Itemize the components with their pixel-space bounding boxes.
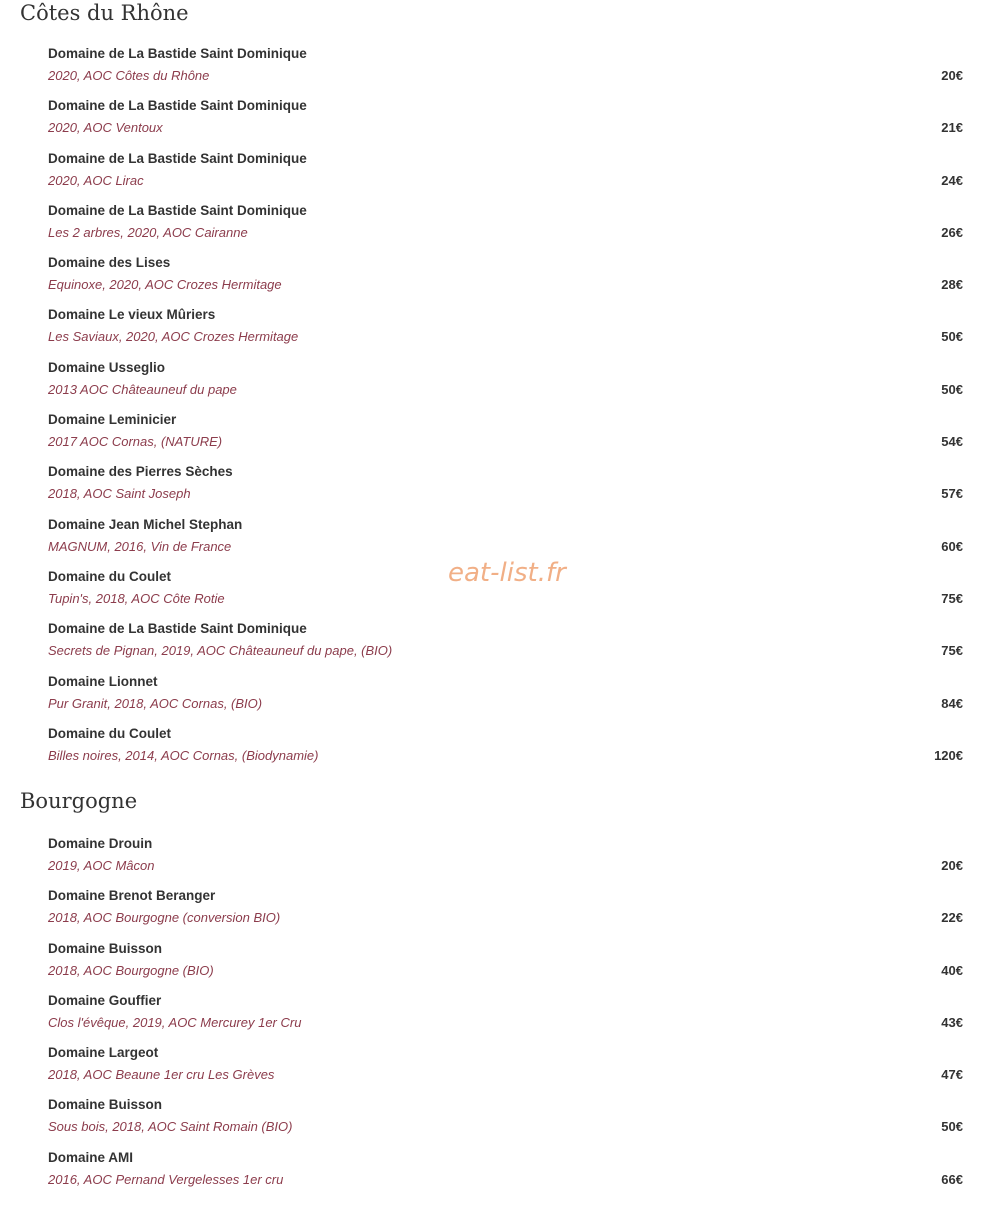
wine-price: 24€ [941,172,963,188]
wine-description: 2020, AOC Côtes du Rhône [48,68,210,83]
wine-price: 57€ [941,486,963,502]
wine-item [0,97,989,149]
wine-name: Domaine Jean Michel Stephan [48,516,243,532]
wine-description: 2019, AOC Mâcon [48,858,155,873]
wine-price: 84€ [941,695,963,711]
wine-description: MAGNUM, 2016, Vin de France [48,538,232,554]
wine-description: Tupin's, 2018, AOC Côte Rotie [48,590,225,606]
wine-description: 2018, AOC Bourgogne (conversion BIO) [48,910,281,926]
wine-item [0,673,989,725]
wine-price: 75€ [941,643,963,659]
wine-description: Clos l'évêque, 2019, AOC Mercurey 1er Cru [48,1014,302,1030]
wine-price: 75€ [941,590,963,606]
wine-description: Les Saviaux, 2020, AOC Crozes Hermitage [48,329,299,345]
wine-name: Domaine Gouffier [48,992,162,1008]
wine-description: 2020, AOC Lirac [48,172,144,188]
wine-price: 47€ [941,1067,963,1083]
wine-name: Domaine Le vieux Mûriers [48,307,216,323]
wine-item [0,1096,989,1148]
wine-item [0,620,989,672]
wine-price: 40€ [941,962,963,978]
wine-price: 26€ [941,224,963,240]
wine-item [0,463,989,515]
wine-item [0,150,989,202]
wine-name: Domaine de La Bastide Saint Dominique [48,621,307,637]
wine-price: 50€ [941,381,963,397]
wine-price: 22€ [941,910,963,926]
wine-list [0,45,989,777]
wine-item [0,1149,989,1201]
wine-price: 21€ [941,120,963,136]
wine-list [0,835,989,1201]
wine-description: Billes noires, 2014, AOC Cornas, (Biodynamie) [48,747,319,763]
wine-price: 50€ [941,1119,963,1135]
wine-name: Domaine Drouin [48,836,153,851]
wine-description: Pur Granit, 2018, AOC Cornas, (BIO) [48,695,263,711]
wine-name: Domaine de La Bastide Saint Dominique [48,98,307,114]
wine-price: 20€ [941,68,963,83]
wine-price: 60€ [941,538,963,554]
wine-item [0,940,989,992]
wine-name: Domaine Brenot Beranger [48,888,216,904]
wine-item [0,202,989,254]
wine-name: Domaine du Coulet [48,725,172,741]
wine-item [0,254,989,306]
wine-price: 66€ [941,1171,963,1187]
wine-price: 50€ [941,329,963,345]
watermark: eat-list.fr [448,558,566,588]
wine-description: 2017 AOC Cornas, (NATURE) [48,434,223,450]
wine-price: 20€ [941,858,963,873]
wine-price: 28€ [941,277,963,293]
wine-item [0,887,989,939]
wine-name: Domaine Buisson [48,940,163,956]
wine-name: Domaine Lionnet [48,673,158,689]
wine-price: 54€ [941,434,963,450]
wine-name: Domaine Usseglio [48,359,166,375]
wine-description: 2013 AOC Châteauneuf du pape [48,381,237,397]
wine-name: Domaine Largeot [48,1045,159,1061]
wine-description: 2018, AOC Saint Joseph [48,486,191,502]
wine-item [0,359,989,411]
wine-item [0,411,989,463]
wine-price: 120€ [934,747,963,763]
wine-description: Sous bois, 2018, AOC Saint Romain (BIO) [48,1119,293,1135]
wine-price: 43€ [941,1014,963,1030]
wine-description: 2020, AOC Ventoux [48,120,163,136]
wine-description: 2016, AOC Pernand Vergelesses 1er cru [48,1171,284,1187]
wine-item [0,45,989,97]
wine-item [0,725,989,777]
wine-description: Equinoxe, 2020, AOC Crozes Hermitage [48,277,282,293]
wine-description: Secrets de Pignan, 2019, AOC Châteauneuf du pape, (BIO) [48,643,393,659]
wine-item [0,1044,989,1096]
section-title: Côtes du Rhône [20,1,189,25]
wine-description: 2018, AOC Beaune 1er cru Les Grèves [48,1067,275,1083]
wine-name: Domaine Leminicier [48,412,177,428]
section-title: Bourgogne [20,789,138,813]
wine-name: Domaine Buisson [48,1097,163,1113]
section-bourgogne [0,788,989,1201]
wine-item [0,306,989,358]
wine-item [0,835,989,887]
wine-description: Les 2 arbres, 2020, AOC Cairanne [48,224,248,240]
wine-name: Domaine AMI [48,1149,134,1165]
wine-name: Domaine de La Bastide Saint Dominique [48,46,307,61]
wine-name: Domaine du Coulet [48,568,172,584]
wine-name: Domaine des Pierres Sèches [48,464,233,480]
wine-name: Domaine de La Bastide Saint Dominique [48,150,307,166]
wine-name: Domaine de La Bastide Saint Dominique [48,202,307,218]
wine-item [0,992,989,1044]
wine-name: Domaine des Lises [48,255,171,271]
wine-description: 2018, AOC Bourgogne (BIO) [48,962,214,978]
